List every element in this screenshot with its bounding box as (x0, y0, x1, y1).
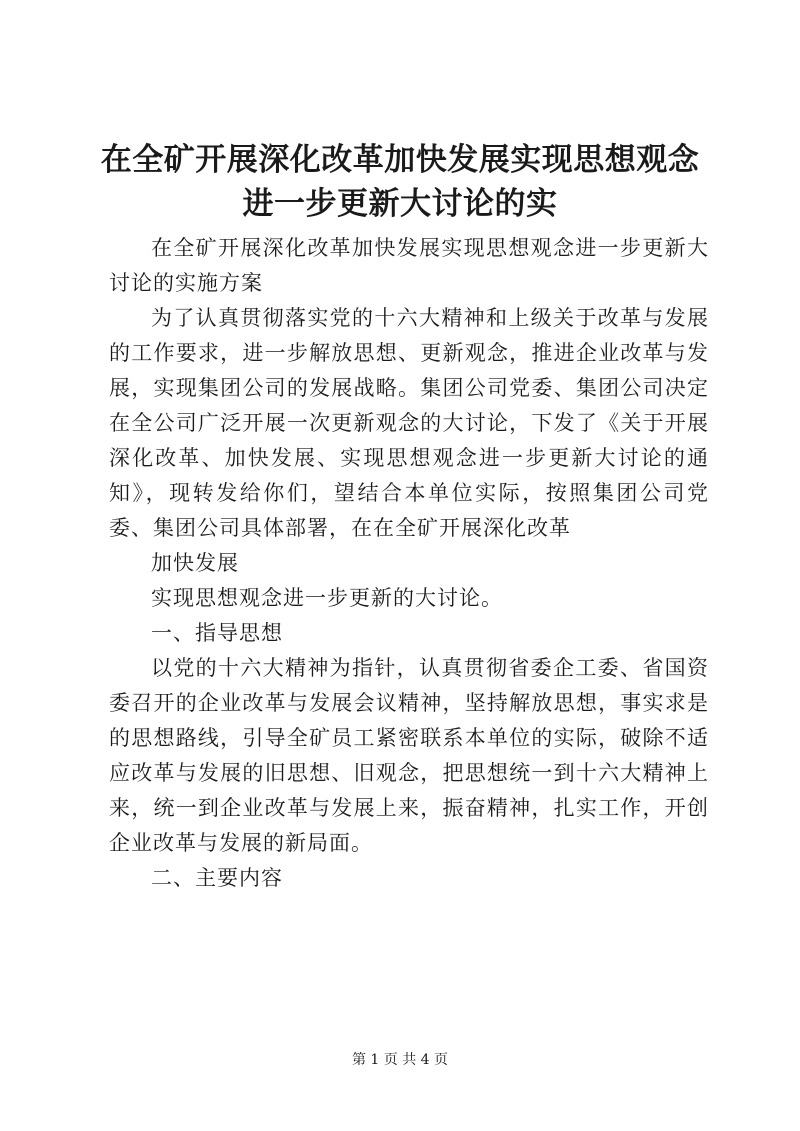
paragraph-introduction: 为了认真贯彻落实党的十六大精神和上级关于改革与发展的工作要求，进一步解放思想、更新观念，推进企业改革与发展，实现集团公司的发展战略。集团公司党委、集团公司决定在全公司广泛开展一次更新观念的大讨论，下发了《关于开展深化改革、加快发展、实现思想观念进一步更新大讨论的通知》，现转发给你们，望结合本单位实际，按照集团公司党委、集团公司具体部署，在在全矿开展深化改革 (109, 306, 709, 540)
page-footer: 第 1 页 共 4 页 (351, 1052, 449, 1068)
paragraph-fragment-accelerate: 加快发展 (151, 551, 239, 575)
paragraph-guiding-ideology: 以党的十六大精神为指针，认真贯彻省委企工委、省国资委召开的企业改革与发展会议精神，坚持解放思想，事实求是的思想路线，引导全矿员工紧密联系本单位的实际，破除不适应改革与发展的旧思想、旧观念，把思想统一到十六大精神上来，统一到企业改革与发展上来，振奋精神，扎实工作，开创企业改革与发展的新局面。 (109, 656, 709, 855)
paragraph-plan-name: 在全矿开展深化改革加快发展实现思想观念进一步更新大讨论的实施方案 (109, 236, 709, 295)
section-heading-main-content: 二、主要内容 (151, 866, 283, 890)
section-heading-guiding-ideology: 一、指导思想 (151, 621, 283, 645)
document-body (109, 231, 709, 896)
document-title: 在全矿开展深化改革加快发展实现思想观念进一步更新大讨论的实 (100, 142, 700, 222)
paragraph-fragment-discussion: 实现思想观念进一步更新的大讨论。 (151, 586, 503, 610)
